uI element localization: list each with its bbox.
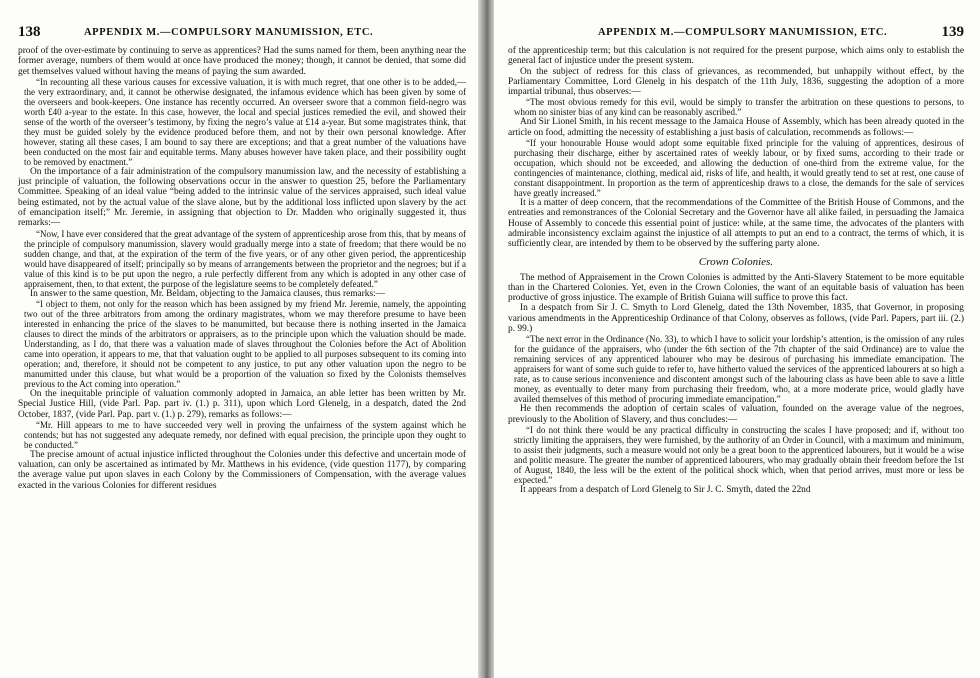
quotation: “In recounting all these various causes for excessive valuation, it is with much regret, that one other is to be added,—the very extraordinary, and, it cannot be otherwise designated, the infamous evidence which has been given by some of the overseers and book-keepers. One instance has recently occurred. An overseer swore that a common field-negro was worth £40 a-year to the estate. In this case, however, the local and special justices remedied the evil, and showed their sense of the worth of the overseer’s testimony, by fixing the negro’s value at £14 a-year. But some magistrates think, that they must be guided solely by the evidence produced before them, and not by their own personal knowledge. After however, stating all these cases, I am bound to say there are exceptions; and that a great number of the valuations have been conducted on the most fair and equitable terms. Many abuses however have taken place, and their possibility ought to be removed by enactment.” bbox=[24, 76, 466, 167]
quotation: “I object to them, not only for the reason which has been assigned by my friend Mr. Jeremie, namely, the appointing two out of the three arbitrators from among the ordinary magistrates, whom we may therefore presume to have been interested in enhancing the price of the slaves to be manumitted, but because there is nothing inserted in the Jamaica clauses to direct the minds of the arbitrators or appraisers, as to the principle upon which the valuation should be made. Understanding, as I do, that there was a valuation made of slaves throughout the Colonies before the Act of Abolition came into operation, it appears to me, that that valuation ought to be applied to all purposes subsequent to its coming into operation; and, therefore, it should not be competent to any justice, to put any other valuation upon the negro to be manumitted under this clause, but what would be a proportion of the valuation so fixed by the Colonists themselves previous to the Act coming into operation.” bbox=[24, 298, 466, 389]
right-page bbox=[494, 0, 980, 678]
paragraph: In answer to the same question, Mr. Beldam, objecting to the Jamaica clauses, thus remarks:— bbox=[30, 288, 386, 299]
paragraph: The method of Appraisement in the Crown Colonies is admitted by the Anti-Slavery Statement to be more equitable than in the Chartered Colonies. Yet, even in the Crown Colonies, the want of an equitable basis of valuation has been productive of gross injustice. The example of British Guiana will suffice to prove this fact. bbox=[508, 272, 964, 304]
right-running-head bbox=[508, 24, 964, 44]
quotation: “The next error in the Ordinance (No. 33), to which I have to solicit your lordship’s attention, is the omission of any rules for the guidance of the appraisers, who (under the 6th section of the 7th chapter of the said Ordinance) are to value the remaining services of any apprenticed labourer who may be desirous of purchasing his immediate emancipation. The appraisers for want of some such guide to refer to, have hitherto valued the services of the apprenticed labourers at so high a rate, as to cause serious inconvenience and discontent amongst such of the labouring class as have been able to save a little money, as eventually to deter many from purchasing their freedom, who, at a more moderate price, would gladly have availed themselves of this method of procuring immediate emancipation.” bbox=[514, 334, 964, 405]
left-page bbox=[0, 0, 478, 678]
quotation: “I do not think there would be any practical difficulty in constructing the scales I have proposed; and if, without too strictly limiting the appraisers, they were furnished, by the authority of an Order in Council, with a maximum and minimum, to assist their judgments, such a measure would not only be a great boon to the apprenticed labourers, but it would be a wise and politic measure. The greater the number of apprenticed labourers, who may gradually obtain their freedom before the 1st of August, 1840, the less will be the extent of the political shock which, when that period arrives, must more or less be expected.” bbox=[514, 424, 964, 485]
paragraph: It appears from a despatch of Lord Glenelg to Sir J. C. Smyth, dated the 22nd bbox=[520, 484, 811, 495]
paragraph: On the inequitable principle of valuation commonly adopted in Jamaica, an able letter has been written by Mr. Special Justice Hill, (vide Parl. Pap. part iv. (1.) p. 311), upon which Lord Glenelg, in a despatch, dated the 2nd October, 1837, (vide Parl. Pap. part v. (1.) p. 279), remarks as follows:— bbox=[18, 388, 466, 420]
right-running-title: APPENDIX M.—COMPULSORY MANUMISSION, ETC. bbox=[598, 27, 888, 38]
paragraph: He then recommends the adoption of certain scales of valuation, founded on the average value of the negroes, previously to the Abolition of Slavery, and thus concludes:— bbox=[508, 404, 964, 425]
left-page-number: 138 bbox=[18, 24, 41, 40]
paragraph: proof of the over-estimate by continuing to serve as apprentices? Had the sums named for them, been anything near the former average, numbers of them would at once have produced the money; though, it cannot be denied, that some did get themselves valued without having the means of paying the sum awarded. bbox=[18, 46, 466, 77]
paragraph: And Sir Lionel Smith, in his recent message to the Jamaica House of Assembly, which has been already quoted in the article on food, admitting the necessity of establishing a just basis of calculation, recommends as follows:— bbox=[508, 117, 964, 138]
right-page-number: 139 bbox=[941, 24, 964, 40]
left-running-head bbox=[18, 24, 466, 44]
section-heading: Crown Colonies. bbox=[698, 255, 774, 268]
paragraph: In a despatch from Sir J. C. Smyth to Lord Glenelg, dated the 13th November, 1835, that Governor, in proposing various amendments in the Apprenticeship Ordinance of that Colony, observes as follows, (vide Parl. Papers, part iii. (2.) p. 99.) bbox=[508, 303, 964, 335]
paragraph: The precise amount of actual injustice inflicted throughout the Colonies under this defective and uncertain mode of valuation, can only be ascertained as intimated by Mr. Matthews in his evidence, (vide question 1177), by comparing the average value put upon slaves in each Colony by the Commissioners of Compensation, with the average values exacted in the various Colonies for different residues bbox=[18, 449, 466, 491]
paragraph: It is a matter of deep concern, that the recommendations of the Committee of the British House of Commons, and the entreaties and remonstrances of the Colonial Secretary and the Governor have all alike failed, in persuading the Jamaica House of Assembly to concede this essential point of justice: while, at the same time, the advocates of the planters with admirable inconsistency exclaim against the injustice of all attempts to put an end to a contract, the terms of which, it is sufficiently clear, are intended by them to be observed by the suffering party alone. bbox=[508, 198, 964, 250]
right-page-text bbox=[508, 46, 964, 495]
book-gutter bbox=[478, 0, 494, 678]
quotation: “If your honourable House would adopt some equitable fixed principle for the valuing of apprentices, desirous of purchasing their discharge, either by ascertained rates of weekly labour, or by fixed sums, according to their trade or occupation, which should not be exceeded, and allowing the deduction of one-third from the extreme value, for the contingencies of maintenance, clothing, medical aid, risks of life, and health, it would greatly tend to set at rest, one cause of constant disappointment. In proportion as the term of apprenticeship draws to a close, the demands for the sale of services have greatly increased.” bbox=[514, 138, 964, 199]
paragraph: On the subject of redress for this class of grievances, as recommended, but unhappily without effect, by the Parliamentary Committee, Lord Glenelg in his despatch of the 11th July, 1836, suggesting the adoption of a more impartial tribunal, thus observes:— bbox=[508, 66, 964, 98]
quotation: “Mr. Hill appears to me to have succeeded very well in proving the unfairness of the system against which he contends; but has not suggested any adequate remedy, nor defined with equal precision, the principle upon they ought to be conducted.” bbox=[24, 419, 466, 450]
paragraph: On the importance of a fair administration of the compulsory manumission law, and the necessity of establishing a just principle of valuation, the following observations occur in the answer to question 25, before the Parliamentary Committee. Speaking of an ideal value “being added to the intrinsic value of the services appraised, such ideal value being estimated, not by the actual value of the slave alone, but by the additional loss inflicted upon slavery by the act of emancipation itself;” Mr. Jeremie, in assigning that objection to Dr. Madden who originally suggested it, thus remarks:— bbox=[18, 166, 466, 229]
left-page-text bbox=[18, 46, 466, 491]
quotation: “The most obvious remedy for this evil, would be simply to transfer the arbitration on these questions to persons, to whom no sinister bias of any kind can be reasonably ascribed.” bbox=[514, 97, 964, 118]
quotation: “Now, I have ever considered that the great advantage of the system of apprenticeship arose from this, that by means of the principle of compulsory manumission, slavery would gradually merge into a state of freedom; that there would be no sudden change, and that, at the expiration of the term of the five years, or of any other given period, the apprenticeship would have disappeared of itself; principally so by means of arrangements between the proprietor and the negroes; but if a value of this kind is to be put upon the negro, a rule perfectly different from any which is adopted in any other case of appraisement, then, to that extent, the purpose of the legislature seems to be completely defeated.” bbox=[24, 228, 466, 289]
paragraph: of the apprenticeship term; but this calculation is not required for the present purpose, which aims only to establish the general fact of injustice under the present system. bbox=[508, 46, 964, 67]
left-running-title: APPENDIX M.—COMPULSORY MANUMISSION, ETC. bbox=[84, 27, 374, 38]
